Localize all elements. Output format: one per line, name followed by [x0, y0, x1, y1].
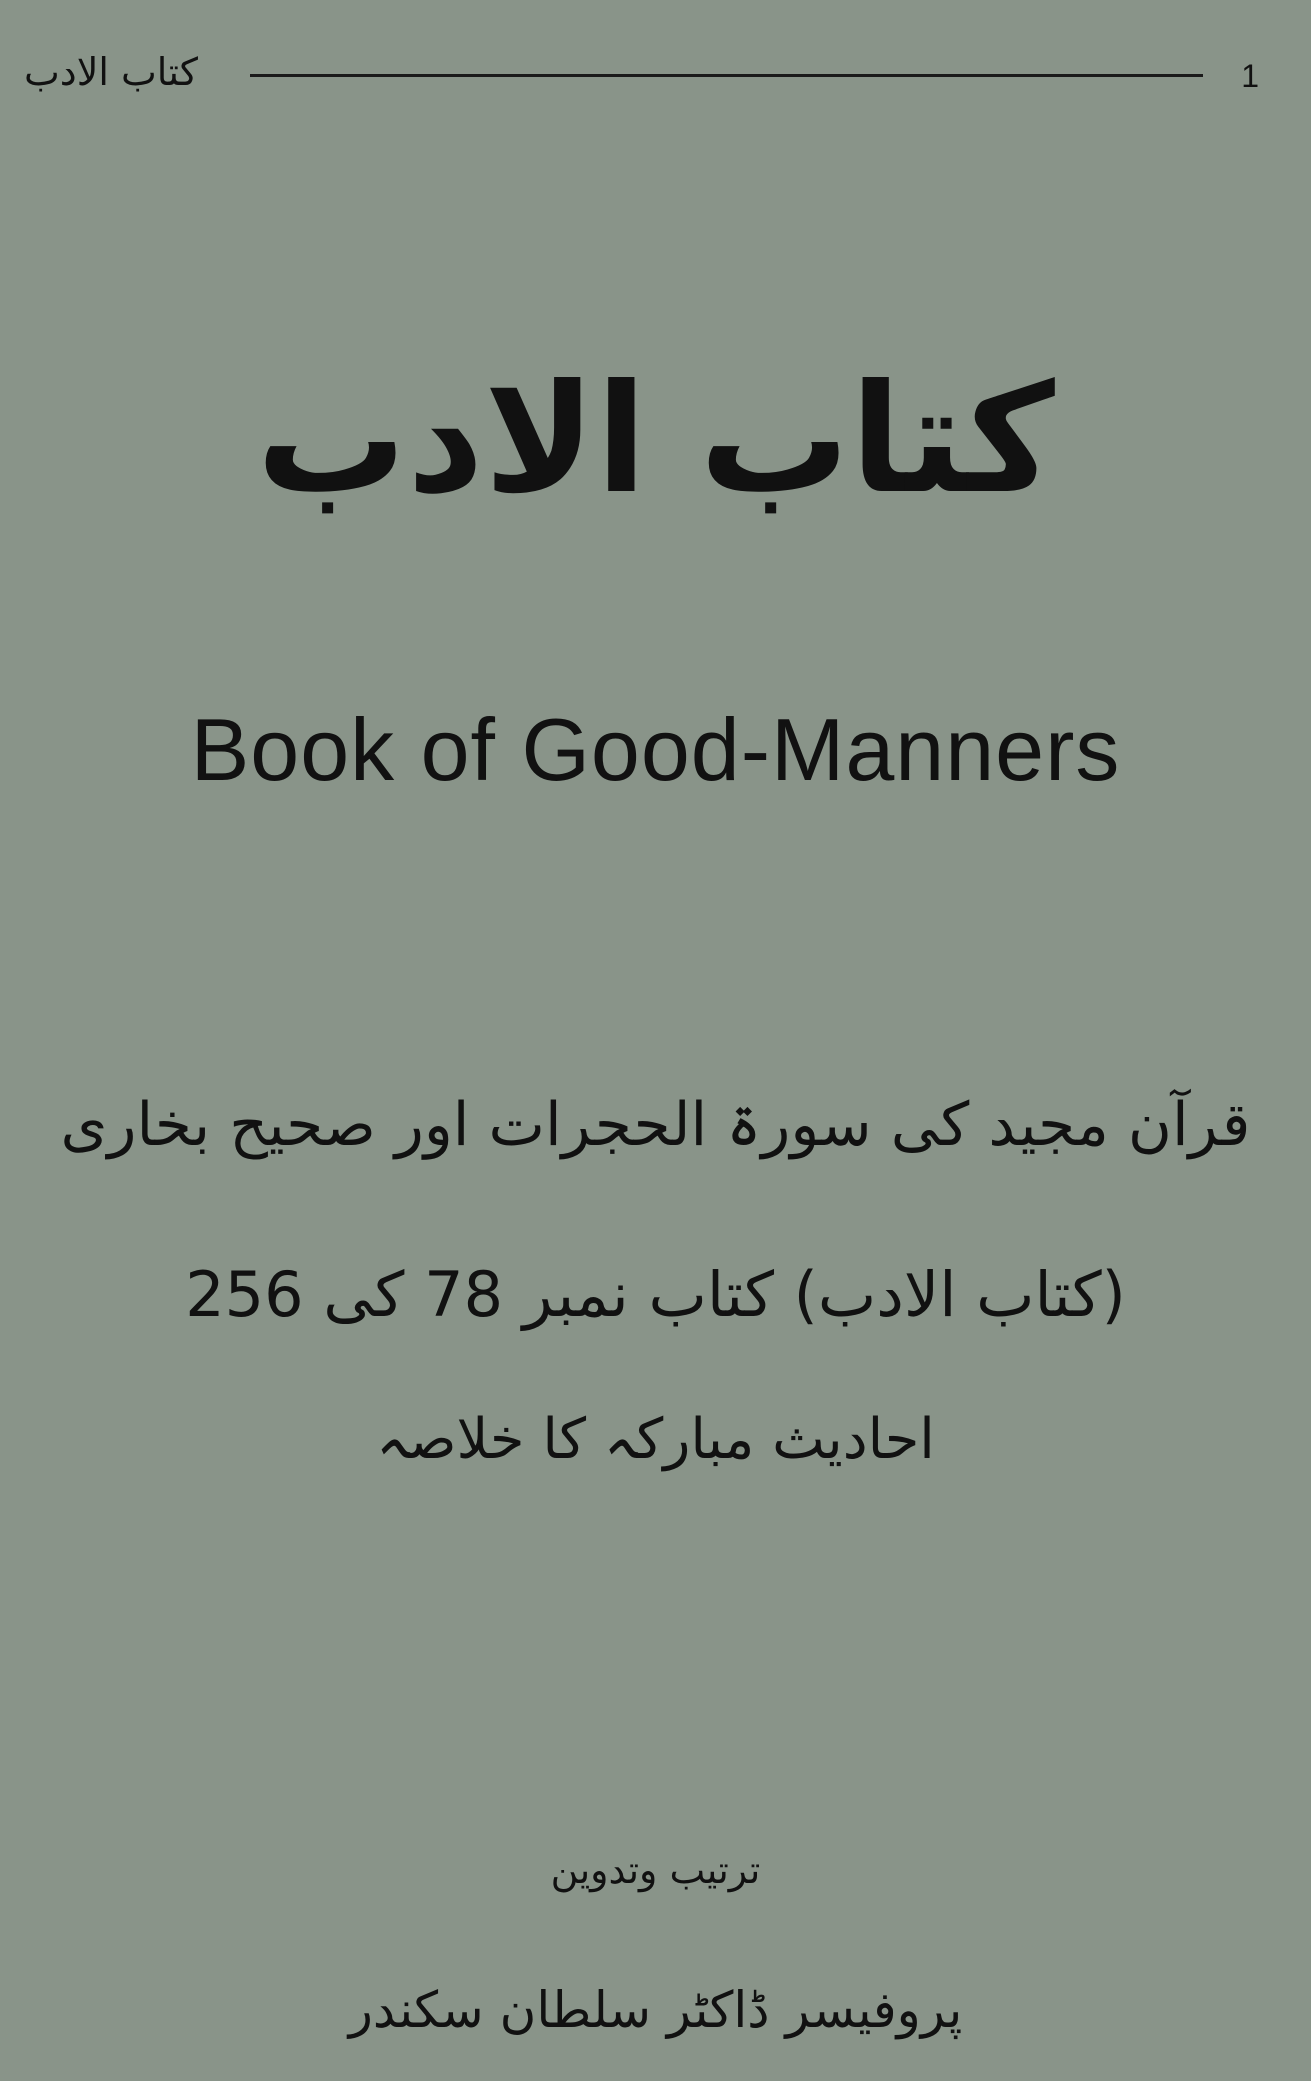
title-urdu: کتاب الادب — [256, 353, 1055, 527]
header-rule — [250, 74, 1203, 77]
description-line-1: قرآن مجید کی سورۃ الحجرات اور صحیح بخاری — [60, 1090, 1251, 1160]
author-name: پروفیسر ڈاکٹر سلطان سکندر — [348, 1981, 963, 2039]
description-line-2: (کتاب الادب) کتاب نمبر 78 کی 256 — [185, 1258, 1126, 1331]
compiled-by-label: ترتیب وتدوین — [550, 1848, 761, 1892]
running-title: کتاب الادب — [24, 50, 198, 94]
title-english: Book of Good-Manners — [190, 700, 1121, 799]
description-line-3: احادیث مبارکہ کا خلاصہ — [376, 1407, 935, 1472]
page-header — [0, 44, 1311, 104]
page-number: 1 — [1241, 58, 1259, 94]
